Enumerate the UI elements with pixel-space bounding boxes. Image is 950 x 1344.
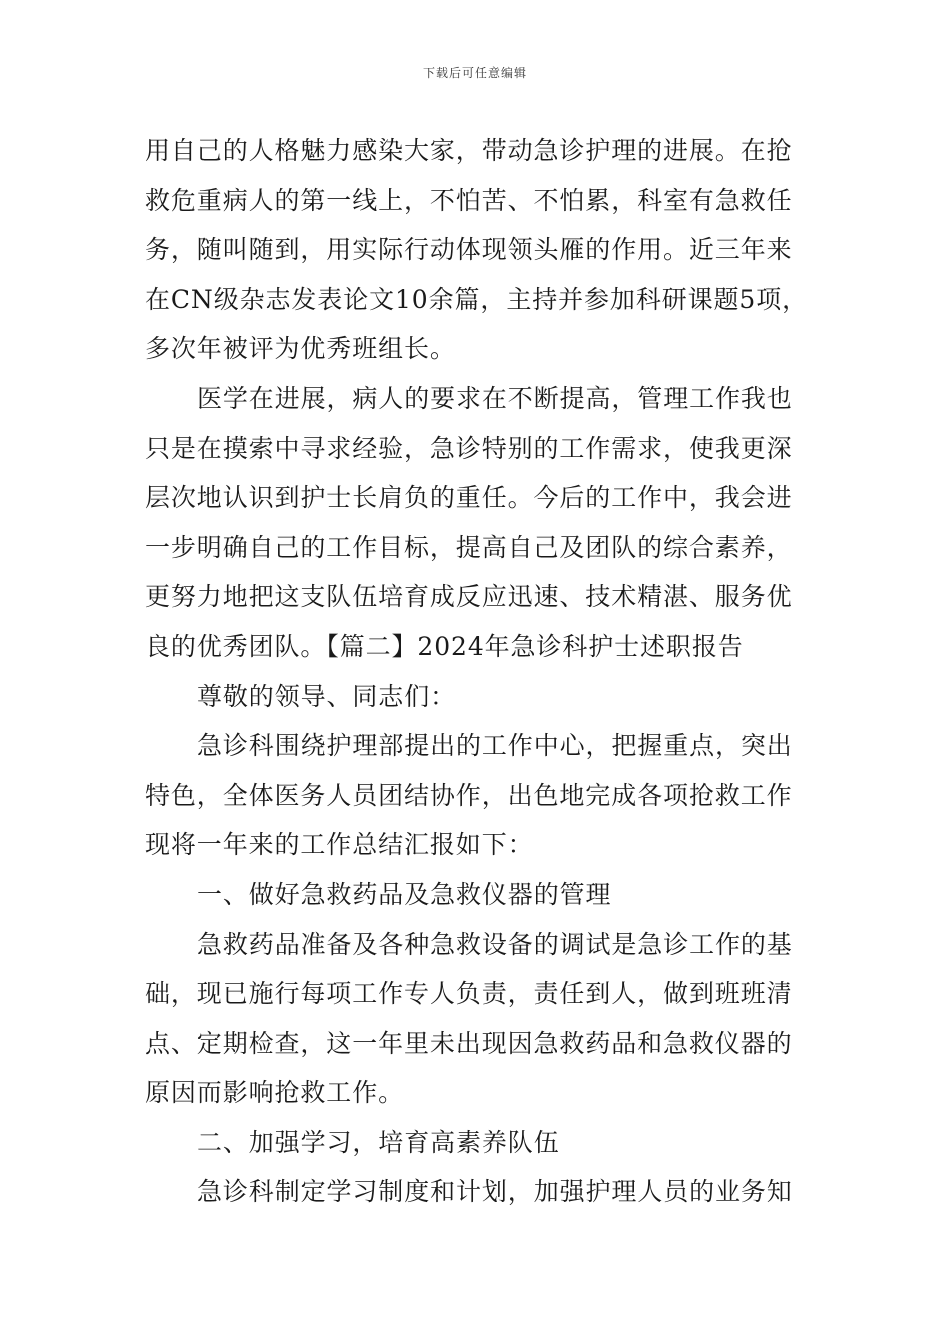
text-line: 础，现已施行每项工作专人负责，责任到人，做到班班清 bbox=[145, 979, 793, 1009]
document-body bbox=[145, 126, 810, 1217]
text-line: 原因而影响抢救工作。 bbox=[145, 1078, 405, 1108]
text-line: 用自己的人格魅力感染大家，带动急诊护理的进展。在抢 bbox=[145, 136, 793, 165]
text-line: 更努力地把这支队伍培育成反应迅速、技术精湛、服务优 bbox=[145, 582, 793, 612]
paragraph-start-line: 急诊科围绕护理部提出的工作中心，把握重点，突出 bbox=[197, 731, 793, 761]
section-heading-2: 二、加强学习，培育高素养队伍 bbox=[197, 1127, 560, 1157]
paragraph-start-line: 急诊科制定学习制度和计划，加强护理人员的业务知 bbox=[197, 1177, 793, 1207]
text-line: 多次年被评为优秀班组长。 bbox=[145, 334, 456, 364]
text-line: 现将一年来的工作总结汇报如下： bbox=[145, 830, 534, 860]
salutation-line: 尊敬的领导、同志们： bbox=[197, 681, 457, 711]
text-line: 救危重病人的第一线上，不怕苦、不怕累，科室有急救任 bbox=[145, 185, 793, 215]
text-line: 特色，全体医务人员团结协作，出色地完成各项抢救工作 bbox=[145, 780, 793, 810]
text-line: 层次地认识到护士长肩负的重任。今后的工作中，我会进 bbox=[145, 483, 793, 513]
text-line: 点、定期检查，这一年里未出现因急救药品和急救仪器的 bbox=[145, 1028, 793, 1058]
paragraph-start-line: 医学在进展，病人的要求在不断提高，管理工作我也 bbox=[197, 383, 793, 413]
text-line: 在CN级杂志发表论文10余篇，主持并参加科研课题5项， bbox=[145, 284, 809, 314]
text-line: 只是在摸索中寻求经验，急诊特别的工作需求，使我更深 bbox=[145, 433, 793, 463]
text-line: 务，随叫随到，用实际行动体现领头雁的作用。近三年来 bbox=[145, 235, 793, 265]
text-line: 一步明确自己的工作目标，提高自己及团队的综合素养， bbox=[145, 532, 793, 562]
section-title-line: 良的优秀团队。【篇二】2024年急诊科护士述职报告 bbox=[145, 631, 744, 661]
page-header: 下载后可任意编辑 bbox=[422, 66, 527, 80]
paragraph-start-line: 急救药品准备及各种急救设备的调试是急诊工作的基 bbox=[197, 929, 793, 959]
section-heading-1: 一、做好急救药品及急救仪器的管理 bbox=[197, 879, 612, 909]
